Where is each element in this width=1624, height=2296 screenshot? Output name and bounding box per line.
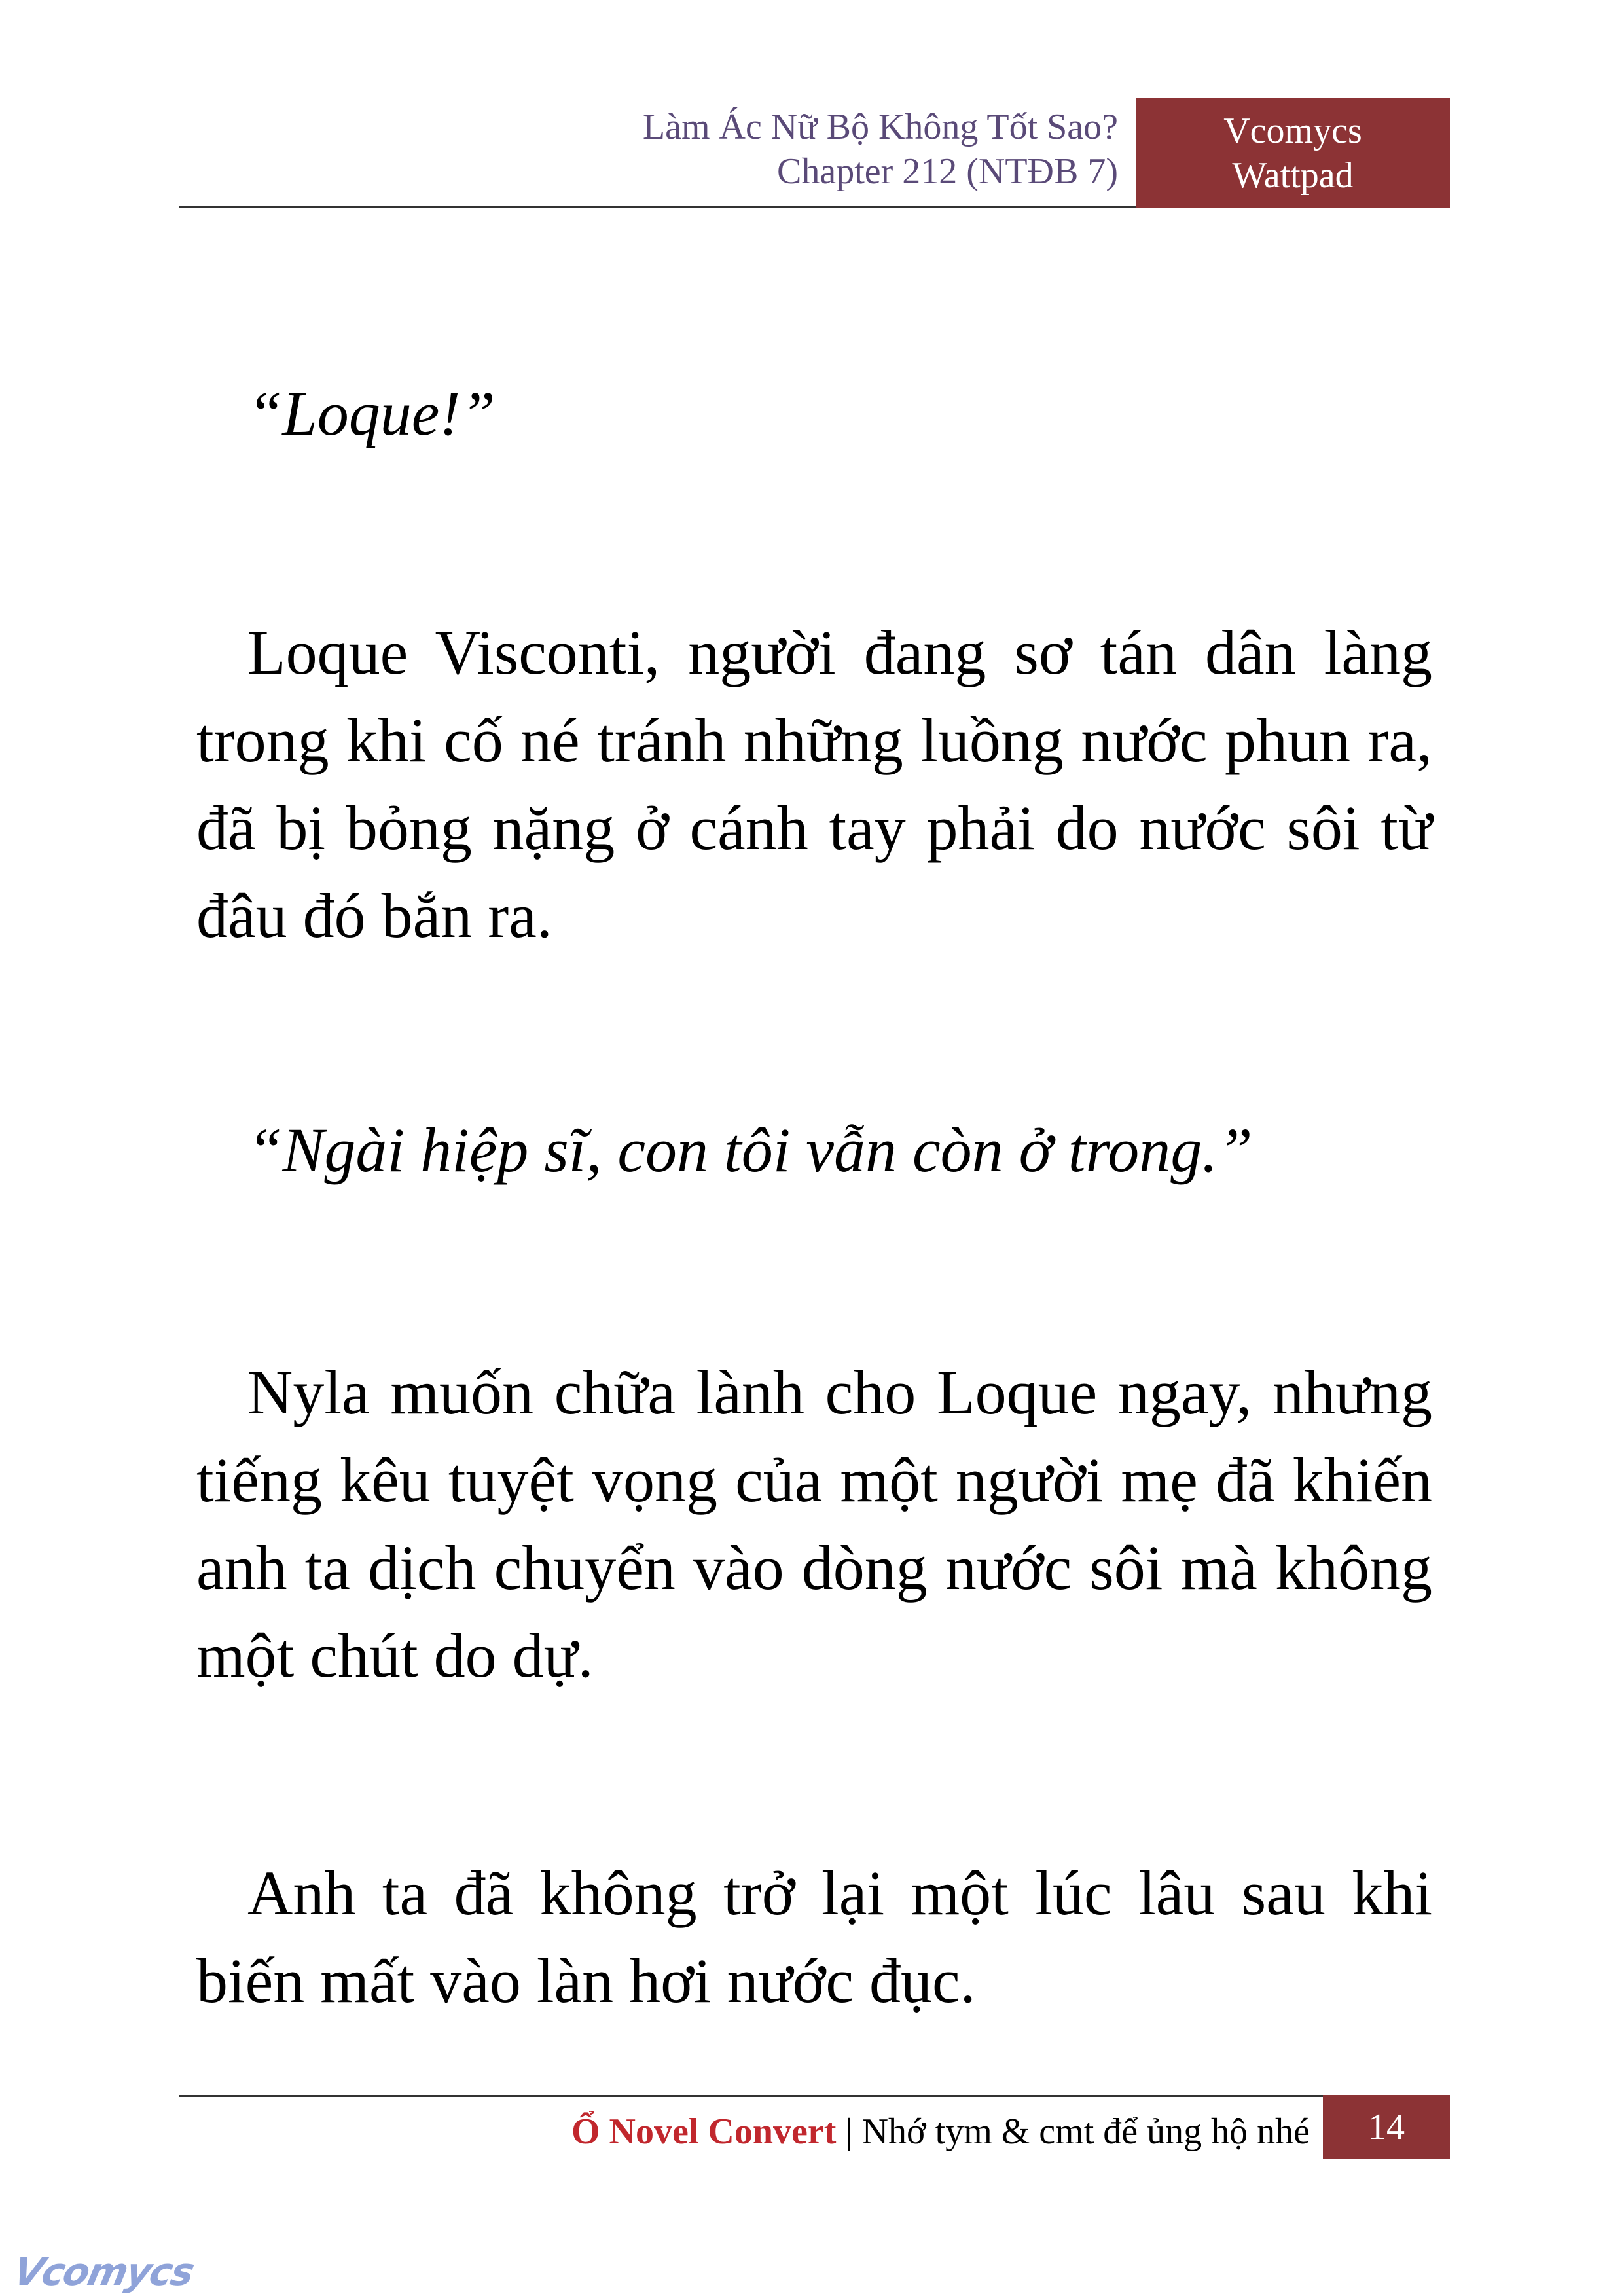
source-badge — [1136, 98, 1450, 208]
page-number: 14 — [1323, 2095, 1450, 2159]
footer-divider — [179, 2095, 1323, 2097]
vcomycs-logo-watermark: Vcomycs — [9, 2250, 198, 2294]
badge-line-wattpad: Wattpad — [1232, 155, 1354, 196]
footer-brand: Ổ Novel Convert — [571, 2111, 837, 2152]
paragraph-narration-2: Nyla muốn chữa lành cho Loque ngay, nhưng tiếng kêu tuyệt vọng của một người mẹ đã khiến anh ta dịch chuyển vào dòng nước sôi mà không một chút do dự. — [196, 1357, 1432, 1690]
badge-line-vcomycs: Vcomycs — [1223, 111, 1362, 151]
header-divider — [179, 206, 1136, 208]
paragraph-dialogue-1: “Loque!” — [247, 378, 496, 448]
book-title: Làm Ác Nữ Bộ Không Tốt Sao? — [642, 107, 1118, 147]
paragraph-narration-1: Loque Visconti, người đang sơ tán dân làng trong khi cố né tránh những luồng nước phun ra, đã bị bỏng nặng ở cánh tay phải do nước sôi từ đâu đó bắn ra. — [196, 617, 1432, 951]
running-header — [267, 105, 1118, 194]
footer-credit — [328, 2109, 1310, 2154]
chapter-label: Chapter 212 (NTĐB 7) — [776, 151, 1118, 192]
paragraph-narration-3: Anh ta đã không trở lại một lúc lâu sau khi biến mất vào làn hơi nước đục. — [196, 1858, 1432, 2016]
footer-separator: | — [836, 2111, 862, 2152]
footer-note: Nhớ tym & cmt để ủng hộ nhé — [861, 2111, 1310, 2152]
paragraph-dialogue-2: “Ngài hiệp sĩ, con tôi vẫn còn ở trong.” — [247, 1115, 1253, 1185]
